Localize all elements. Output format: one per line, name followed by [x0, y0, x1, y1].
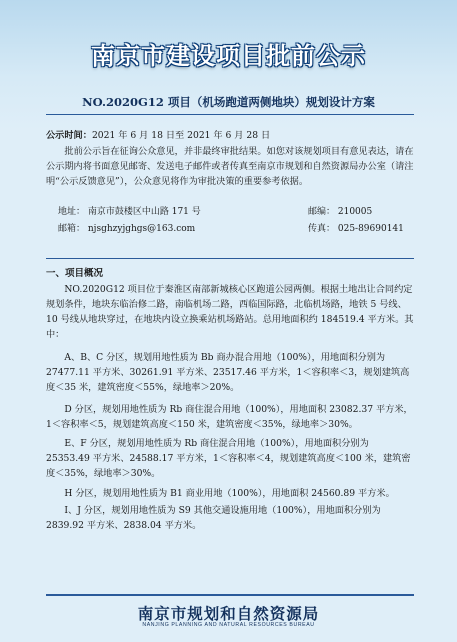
section-heading-overview: 一、项目概况 — [46, 268, 104, 279]
overview-paragraph: D 分区，规划用地性质为 Rb 商住混合用地（100%），用地面积 23082.37 平方米，1＜容积率＜5，规划建筑高度＜150 米，建筑密度＜35%，绿地率＞30%。 — [46, 404, 413, 430]
overview-paragraph: NO.2020G12 项目位于秦淮区南部新城核心区跑道公园两侧。根据土地出让合同约定规划条件，地块东临治修二路，南临机场二路，西临国际路，北临机场路，地铁 5 号线、10 号线从地块穿过，在地块内设立换乘站机场路站。总用地面积约 184519.4 平方米。其中： — [46, 284, 414, 340]
email-text: 邮箱： njsghzyjghgs@163.com — [58, 224, 196, 234]
project-subtitle: NO.2020G12 项目（机场跑道两侧地块）规划设计方案 — [82, 95, 375, 109]
fax-text: 传真： 025-89690141 — [308, 224, 404, 234]
postcode-text: 邮编： 210005 — [308, 207, 373, 217]
notice-time-label: 公示时间： — [46, 130, 92, 141]
notice-time — [46, 128, 414, 143]
contact-row-2 — [58, 222, 404, 237]
notice-time-value: 2021 年 6 月 18 日至 2021 年 6 月 28 日 — [91, 130, 271, 141]
overview-paragraph: H 分区，规划用地性质为 B1 商业用地（100%），用地面积 24560.89 平方米。 — [64, 488, 395, 499]
overview-paragraph: A、B、C 分区，规划用地性质为 Bb 商办混合用地（100%），用地面积分别为 27477.11 平方米、30261.91 平方米、23517.46 平方米，1＜容积率＜3，规划建筑高度＜35 米，建筑密度＜55%，绿地率＞20%。 — [46, 352, 410, 393]
page-title: 南京市建设项目批前公示 — [91, 42, 366, 70]
overview-paragraph: E、F 分区，规划用地性质为 Rb 商住混合用地（100%），用地面积分别为 25353.49 平方米、24588.17 平方米，1＜容积率＜4，规划建筑高度＜100 米，建筑密度＜35%，绿地率＞30%。 — [46, 438, 411, 479]
address-text: 地址： 南京市鼓楼区中山路 171 号 — [58, 207, 201, 217]
contact-row-1 — [58, 205, 373, 220]
footer-organization-english: NANJING PLANNING AND NATURAL RESOURCES BUREAU — [142, 622, 315, 628]
divider-top — [46, 114, 414, 115]
notice-intro: 批前公示旨在征询公众意见，并非最终审批结果。如您对该规划项目有意见表达，请在公示期内将书面意见邮寄、发送电子邮件或者传真至南京市规划和自然资源局办公室（请注明“公示反馈意见”），公众意见将作为审批决策的重要参考依据。 — [46, 146, 414, 187]
divider-bottom — [46, 594, 414, 596]
footer-organization: 南京市规划和自然资源局 — [137, 605, 320, 623]
divider-middle — [46, 258, 414, 259]
overview-paragraph: I、J 分区，规划用地性质为 S9 其他交通设施用地（100%），用地面积分别为 2839.92 平方米、2838.04 平方米。 — [46, 505, 381, 531]
